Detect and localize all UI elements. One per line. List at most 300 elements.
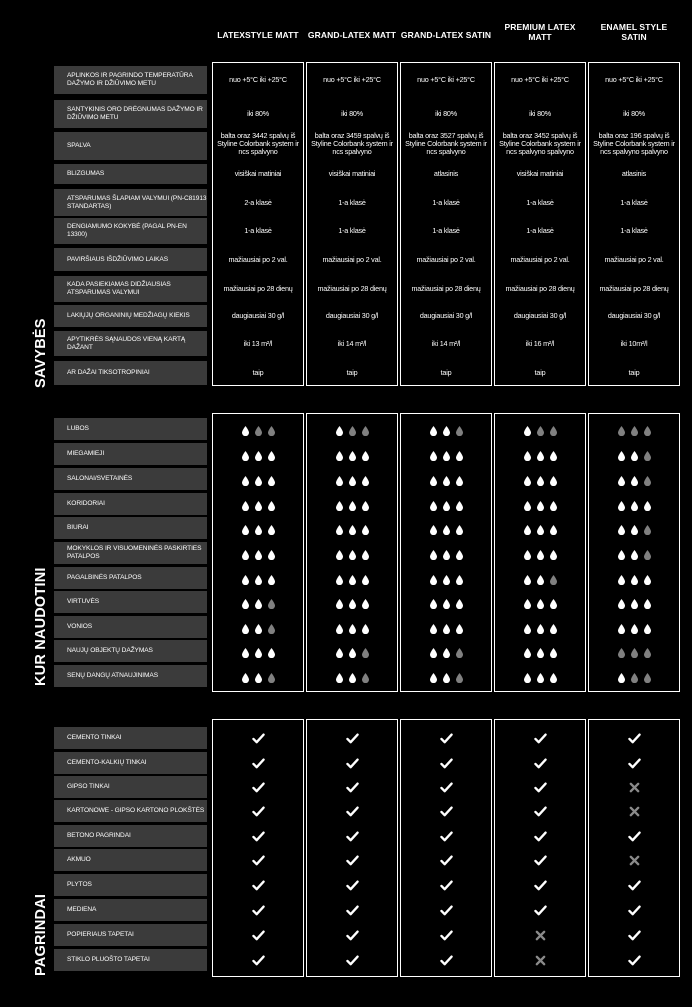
drop-icon-filled [349,670,356,680]
drop-icon-filled [362,572,369,582]
property-label: LAKIŲJŲ ORGANINIŲ MEDŽIAGŲ KIEKIS [54,305,207,327]
rating-drops [212,670,304,681]
rating-drops [212,621,304,632]
drop-icon-filled [430,547,437,557]
checkmark-icon [212,952,304,968]
drop-icon-filled [443,448,450,458]
property-value [306,331,398,356]
drop-icon-filled [443,596,450,606]
drop-icon-filled [524,621,531,631]
surface-label: CEMENTO-KALKIŲ TINKAI [54,752,207,774]
property-value-text: 1-a klasė [620,226,648,236]
drop-icon-filled [349,448,356,458]
drop-icon-filled [550,596,557,606]
drop-icon-filled [255,645,262,655]
drop-icon-filled [362,473,369,483]
drop-icon-empty [644,547,651,557]
drop-icon-empty [268,621,275,631]
drop-icon-empty [644,670,651,680]
drop-icon-filled [550,547,557,557]
property-value [212,361,304,385]
drop-icon-filled [242,670,249,680]
rating-drops [494,596,586,607]
property-value-text: mažiausiai po 2 val. [510,254,570,264]
property-label: SPALVA [54,132,207,160]
drop-icon-filled [644,621,651,631]
drop-icon-filled [537,448,544,458]
drop-icon-empty [618,645,625,655]
drop-icon-filled [430,498,437,508]
drop-icon-filled [550,473,557,483]
property-label: AR DAŽAI TIKSOTROPINIAI [54,361,207,385]
column-header: LATEXSTYLE MATT [217,30,299,40]
checkmark-icon [400,803,492,819]
property-value-text: mažiausiai po 2 val. [604,254,664,264]
drop-icon-filled [242,645,249,655]
drop-icon-filled [631,547,638,557]
rating-drops [400,572,492,583]
property-value-text: daugiausiai 30 g/l [231,311,285,321]
drop-icon-filled [524,572,531,582]
rating-drops [212,423,304,434]
column-header: GRAND-LATEX SATIN [400,30,492,40]
property-value [588,276,680,302]
property-value-text: mažiausiai po 2 val. [228,254,288,264]
property-value-text: iki 80% [529,109,551,119]
drop-icon-filled [456,621,463,631]
cross-icon [494,952,586,968]
property-value [494,189,586,216]
checkmark-icon [212,902,304,918]
property-value-text: iki 14 m²/l [431,338,461,348]
drop-icon-filled [268,547,275,557]
property-value-text: iki 80% [435,109,457,119]
drop-icon-filled [268,572,275,582]
checkmark-icon [494,803,586,819]
drop-icon-filled [550,448,557,458]
property-value-text: taip [628,368,640,378]
property-value-text: mažiausiai po 2 val. [416,254,476,264]
property-value-text: 1-a klasė [244,226,272,236]
rating-drops [306,522,398,533]
drop-icon-empty [644,448,651,458]
checkmark-icon [212,927,304,943]
property-value [494,66,586,94]
drop-icon-empty [644,645,651,655]
property-value [400,100,492,128]
drop-icon-filled [456,498,463,508]
property-label: DENGIAMUMO KOKYBĖ (PAGAL PN-EN 13300) [54,218,207,244]
drop-icon-filled [456,572,463,582]
cross-icon [588,852,680,868]
drop-icon-filled [349,596,356,606]
rating-drops [588,670,680,681]
drop-icon-filled [268,522,275,532]
property-value-text: atlasinis [433,169,459,179]
drop-icon-filled [456,522,463,532]
drop-icon-filled [443,621,450,631]
rating-drops [588,621,680,632]
property-label: ATSPARUMAS ŠLAPIAM VALYMUI (PN-C81913 STANDARTAS) [54,189,207,216]
property-value [306,361,398,385]
rating-drops [400,423,492,434]
drop-icon-filled [255,670,262,680]
property-value [212,164,304,184]
checkmark-icon [588,877,680,893]
property-value [588,189,680,216]
checkmark-icon [306,803,398,819]
property-value [400,361,492,385]
drop-icon-filled [349,547,356,557]
drop-icon-filled [268,645,275,655]
rating-drops [588,448,680,459]
rating-drops [306,498,398,509]
drop-icon-filled [242,547,249,557]
property-value [494,128,586,160]
checkmark-icon [400,852,492,868]
drop-icon-filled [537,522,544,532]
checkmark-icon [306,902,398,918]
property-value [212,128,304,160]
property-value [212,189,304,216]
drop-icon-filled [524,423,531,433]
property-value-text: 1-a klasė [526,226,554,236]
property-value [212,66,304,94]
checkmark-icon [400,952,492,968]
drop-icon-filled [550,645,557,655]
property-value [306,66,398,94]
property-value-text: nuo +5°C iki +25°C [605,75,663,85]
rating-drops [494,572,586,583]
drop-icon-filled [537,498,544,508]
drop-icon-filled [631,596,638,606]
property-value [400,331,492,356]
property-value [400,305,492,327]
drop-icon-filled [618,621,625,631]
drop-icon-filled [430,670,437,680]
drop-icon-filled [336,498,343,508]
drop-icon-empty [349,423,356,433]
drop-icon-filled [550,621,557,631]
column-header: PREMIUM LATEX MATT [504,22,576,42]
checkmark-icon [212,877,304,893]
drop-icon-filled [336,423,343,433]
drop-icon-filled [443,670,450,680]
property-value-text: daugiausiai 30 g/l [419,311,473,321]
drop-icon-filled [618,473,625,483]
property-value [400,189,492,216]
property-value-text: nuo +5°C iki +25°C [417,75,475,85]
drop-icon-filled [336,448,343,458]
property-value-text: taip [534,368,546,378]
drop-icon-filled [362,596,369,606]
checkmark-icon [212,755,304,771]
drop-icon-filled [618,522,625,532]
drop-icon-filled [268,498,275,508]
drop-icon-filled [537,473,544,483]
property-value-text: nuo +5°C iki +25°C [323,75,381,85]
checkmark-icon [588,828,680,844]
property-value-text: mažiausiai po 2 val. [322,254,382,264]
rating-drops [306,596,398,607]
property-value [588,361,680,385]
rating-drops [588,572,680,583]
drop-icon-empty [644,473,651,483]
drop-icon-filled [631,621,638,631]
drop-icon-empty [268,596,275,606]
checkmark-icon [494,902,586,918]
drop-icon-filled [524,498,531,508]
drop-icon-filled [349,522,356,532]
rating-drops [494,473,586,484]
drop-icon-filled [430,572,437,582]
drop-icon-empty [456,645,463,655]
rating-drops [494,448,586,459]
section-title-usage: KUR NAUDOTINI [33,567,49,686]
drop-icon-filled [537,572,544,582]
drop-icon-filled [443,423,450,433]
drop-icon-filled [349,621,356,631]
drop-icon-filled [349,473,356,483]
checkmark-icon [494,852,586,868]
rating-drops [400,522,492,533]
checkmark-icon [494,877,586,893]
property-value [588,218,680,244]
drop-icon-filled [456,448,463,458]
drop-icon-filled [268,448,275,458]
drop-icon-filled [336,522,343,532]
rating-drops [588,498,680,509]
rating-drops [306,423,398,434]
checkmark-icon [494,730,586,746]
property-value [400,164,492,184]
drop-icon-filled [618,448,625,458]
drop-icon-empty [362,423,369,433]
drop-icon-filled [524,448,531,458]
usage-label: SALONAI/SVETAINĖS [54,468,207,490]
rating-drops [494,547,586,558]
property-value [588,248,680,271]
property-value [588,66,680,94]
property-value [588,128,680,160]
rating-drops [212,572,304,583]
drop-icon-filled [618,596,625,606]
rating-drops [400,448,492,459]
surface-label: KARTONOWE - GIPSO KARTONO PLOKŠTĖS [54,800,207,822]
drop-icon-filled [430,522,437,532]
property-value-text: taip [346,368,358,378]
drop-icon-filled [242,522,249,532]
property-value-text: daugiausiai 30 g/l [513,311,567,321]
property-value [212,276,304,302]
property-value-text: daugiausiai 30 g/l [325,311,379,321]
drop-icon-filled [443,645,450,655]
rating-drops [212,448,304,459]
rating-drops [400,547,492,558]
surface-label: PLYTOS [54,874,207,896]
drop-icon-filled [255,473,262,483]
drop-icon-empty [456,670,463,680]
rating-drops [588,473,680,484]
usage-label: SENŲ DANGŲ ATNAUJINIMAS [54,665,207,687]
drop-icon-filled [618,547,625,557]
drop-icon-filled [349,498,356,508]
checkmark-icon [212,828,304,844]
rating-drops [212,596,304,607]
checkmark-icon [306,828,398,844]
usage-label: KORIDORIAI [54,493,207,515]
drop-icon-filled [362,621,369,631]
property-value [400,218,492,244]
property-value-text: nuo +5°C iki +25°C [511,75,569,85]
property-value [306,218,398,244]
drop-icon-empty [644,522,651,532]
property-value-text: mažiausiai po 28 dienų [223,284,293,294]
drop-icon-filled [524,547,531,557]
usage-label: MIEGAMIEJI [54,443,207,465]
drop-icon-filled [255,596,262,606]
property-value [494,164,586,184]
property-value [400,248,492,271]
property-value [306,128,398,160]
property-value [212,248,304,271]
property-value [588,305,680,327]
property-value [212,218,304,244]
property-value-text: 1-a klasė [432,197,460,207]
rating-drops [494,621,586,632]
checkmark-icon [306,877,398,893]
drop-icon-empty [631,670,638,680]
rating-drops [306,645,398,656]
drop-icon-filled [537,596,544,606]
drop-icon-filled [349,572,356,582]
rating-drops [306,621,398,632]
property-value [400,276,492,302]
surface-label: CEMENTO TINKAI [54,727,207,749]
checkmark-icon [400,828,492,844]
property-value-text: taip [252,368,264,378]
surface-label: BETONO PAGRINDAI [54,825,207,847]
drop-icon-filled [443,498,450,508]
rating-drops [306,572,398,583]
property-value-text: iki 80% [623,109,645,119]
checkmark-icon [306,927,398,943]
property-value-text: daugiausiai 30 g/l [607,311,661,321]
drop-icon-filled [443,547,450,557]
usage-label: BIURAI [54,517,207,539]
drop-icon-empty [362,670,369,680]
drop-icon-filled [524,473,531,483]
checkmark-icon [494,828,586,844]
property-value-text: 1-a klasė [526,197,554,207]
drop-icon-filled [550,498,557,508]
drop-icon-filled [524,670,531,680]
usage-label: VONIOS [54,616,207,638]
drop-icon-filled [362,522,369,532]
property-value [494,305,586,327]
property-value [494,218,586,244]
drop-icon-filled [524,596,531,606]
rating-drops [212,547,304,558]
property-value-text: iki 13 m²/l [243,338,273,348]
drop-icon-filled [631,473,638,483]
checkmark-icon [400,877,492,893]
checkmark-icon [212,803,304,819]
property-value-text: mažiausiai po 28 dienų [317,284,387,294]
rating-drops [494,522,586,533]
drop-icon-filled [430,423,437,433]
property-value-text: iki 16 m²/l [525,338,555,348]
rating-drops [400,670,492,681]
drop-icon-filled [242,473,249,483]
checkmark-icon [588,927,680,943]
property-value-text: taip [440,368,452,378]
checkmark-icon [212,852,304,868]
drop-icon-filled [242,448,249,458]
property-value [212,100,304,128]
drop-icon-empty [537,423,544,433]
drop-icon-filled [362,448,369,458]
property-value-text: iki 14 m²/l [337,338,367,348]
rating-drops [588,522,680,533]
drop-icon-filled [631,498,638,508]
checkmark-icon [588,902,680,918]
drop-icon-filled [242,596,249,606]
property-value [494,361,586,385]
property-value [306,164,398,184]
drop-icon-filled [430,473,437,483]
drop-icon-filled [443,572,450,582]
drop-icon-filled [336,547,343,557]
property-value-text: balta oraz 3527 spalvų iš Styline Colorbank system ir ncs spalvyno [405,131,487,156]
rating-drops [400,621,492,632]
drop-icon-filled [362,547,369,557]
drop-icon-filled [537,621,544,631]
drop-icon-filled [430,596,437,606]
rating-drops [306,670,398,681]
drop-icon-empty [631,423,638,433]
property-label: SANTYKINIS ORO DRĖGNUMAS DAŽYMO IR DŽIŪVIMO METU [54,100,207,128]
rating-drops [494,645,586,656]
property-value-text: balta oraz 3459 spalvų iš Styline Colorbank system ir ncs spalvyno [311,131,393,156]
property-value-text: 1-a klasė [620,197,648,207]
rating-drops [588,645,680,656]
property-value-text: balta oraz 3442 spalvų iš Styline Colorbank system ir ncs spalvyno [217,131,299,156]
property-value-text: 1-a klasė [338,226,366,236]
checkmark-icon [306,779,398,795]
checkmark-icon [400,779,492,795]
usage-label: LUBOS [54,418,207,440]
rating-drops [400,473,492,484]
rating-drops [306,547,398,558]
drop-icon-filled [336,572,343,582]
surface-label: POPIERIAUS TAPETAI [54,924,207,946]
drop-icon-filled [537,645,544,655]
checkmark-icon [588,755,680,771]
checkmark-icon [306,730,398,746]
property-value [306,189,398,216]
property-value-text: mažiausiai po 28 dienų [411,284,481,294]
usage-label: VIRTUVĖS [54,591,207,613]
drop-icon-filled [456,547,463,557]
property-value [306,100,398,128]
rating-drops [588,423,680,434]
checkmark-icon [588,952,680,968]
drop-icon-filled [430,621,437,631]
drop-icon-filled [618,498,625,508]
drop-icon-empty [268,423,275,433]
drop-icon-filled [644,596,651,606]
